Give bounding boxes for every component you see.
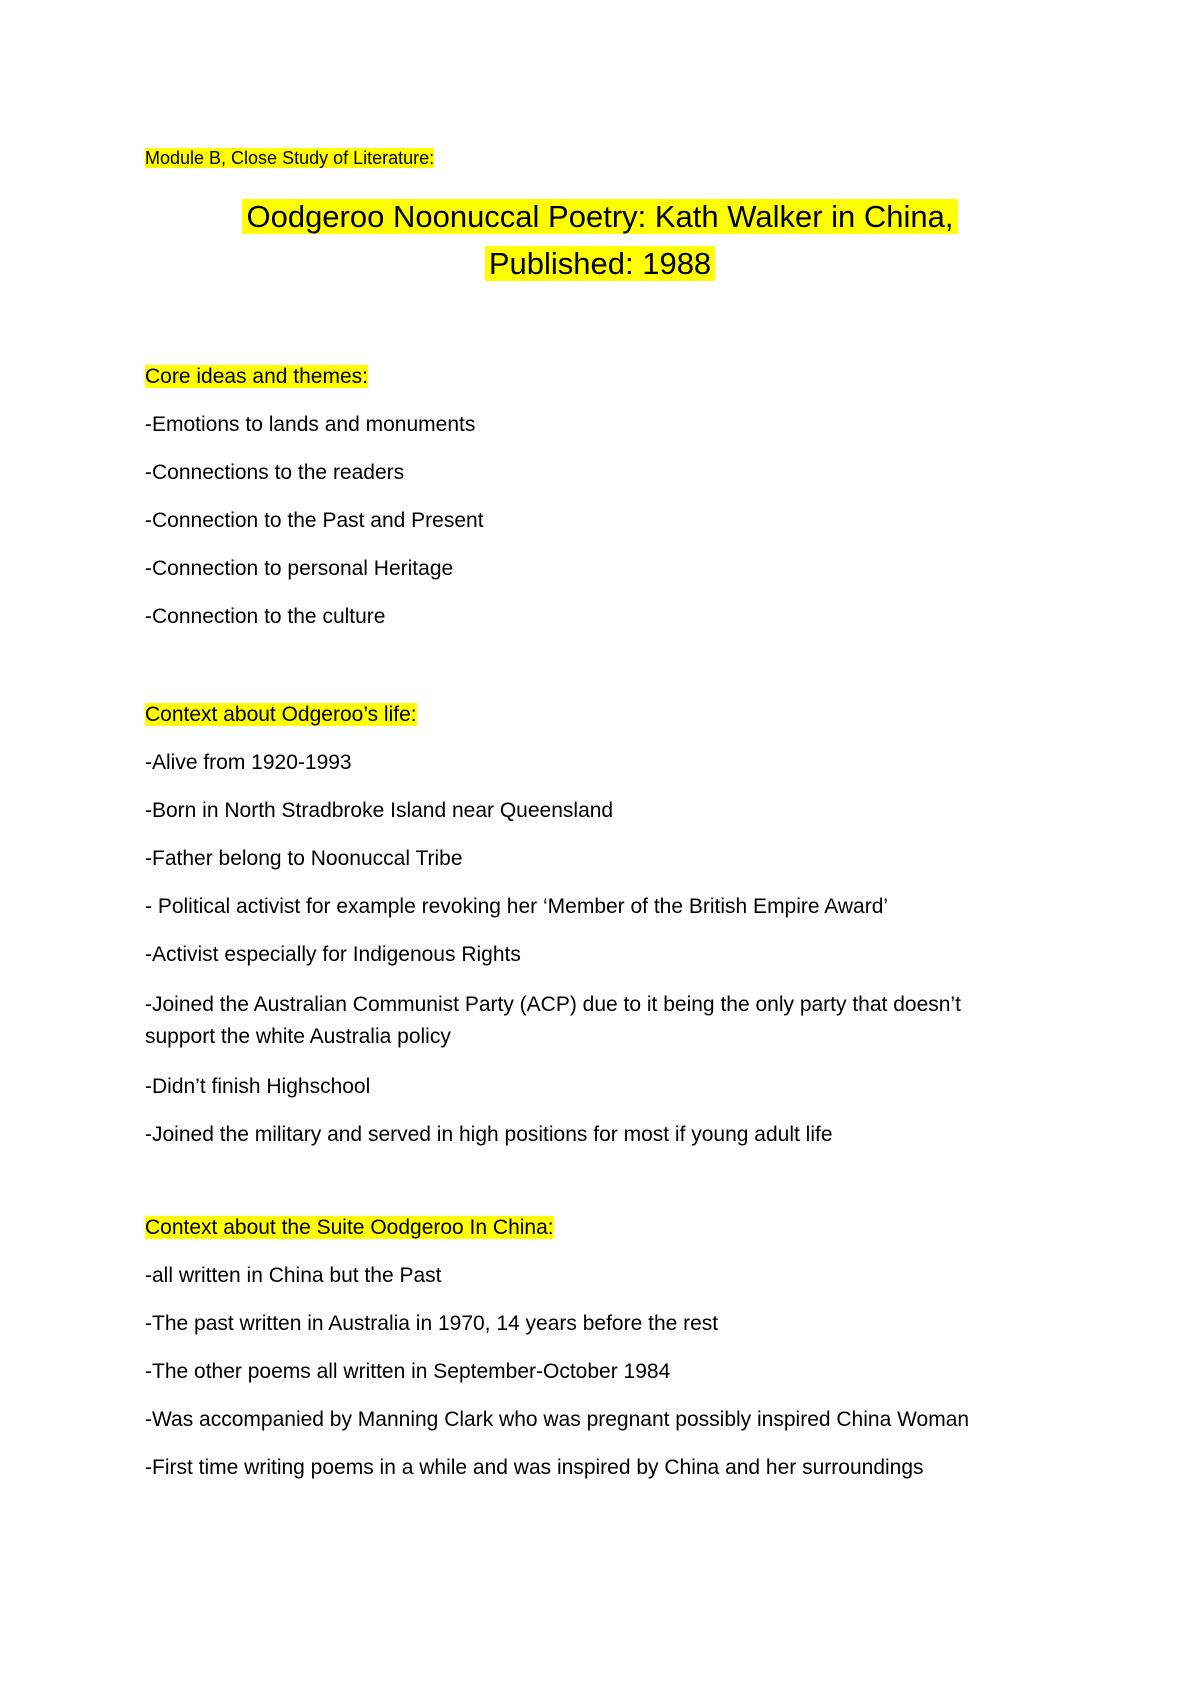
document-title [150, 193, 1050, 287]
title-line-1-text: Oodgeroo Noonuccal Poetry: Kath Walker in China, [242, 199, 957, 234]
list-item: -Joined the Australian Communist Party (ACP) due to it being the only party that doesn’t support the white Australia policy [145, 993, 961, 1048]
list-item: -Connection to the culture [145, 605, 386, 628]
section-heading-text: Context about Odgeroo’s life: [145, 703, 417, 726]
list-item: -The past written in Australia in 1970, 14 years before the rest [145, 1312, 719, 1335]
list-item: -Joined the military and served in high positions for most if young adult life [145, 1123, 833, 1146]
list-item: -Was accompanied by Manning Clark who was pregnant possibly inspired China Woman [145, 1408, 970, 1431]
section-heading [145, 1214, 1045, 1242]
title-line-1 [150, 193, 1050, 240]
section-heading [145, 701, 1045, 729]
list-item: -Emotions to lands and monuments [145, 413, 476, 436]
list-item: -all written in China but the Past [145, 1264, 442, 1287]
list-item: -Born in North Stradbroke Island near Queensland [145, 799, 614, 822]
list-item: -Activist especially for Indigenous Rights [145, 943, 521, 966]
list-item: -Father belong to Noonuccal Tribe [145, 847, 463, 870]
section-core-ideas [145, 363, 1045, 651]
list-item: -Connections to the readers [145, 461, 405, 484]
list-item: - Political activist for example revoking her ‘Member of the British Empire Award’ [145, 895, 889, 918]
title-line-2 [150, 240, 1050, 287]
section-heading-text: Core ideas and themes: [145, 365, 368, 388]
list-item: -The other poems all written in September-October 1984 [145, 1360, 671, 1383]
module-label [145, 147, 434, 169]
section-heading [145, 363, 1045, 391]
list-item: -Connection to personal Heritage [145, 557, 454, 580]
module-label-text: Module B, Close Study of Literature: [145, 148, 435, 168]
list-item: -Didn’t finish Highschool [145, 1075, 371, 1098]
section-suite-context [145, 1214, 1045, 1502]
list-item: -Alive from 1920-1993 [145, 751, 352, 774]
list-item: -Connection to the Past and Present [145, 509, 484, 532]
title-line-2-text: Published: 1988 [485, 246, 715, 281]
section-heading-text: Context about the Suite Oodgeroo In China: [145, 1216, 554, 1239]
list-item: -First time writing poems in a while and was inspired by China and her surroundings [145, 1456, 924, 1479]
section-life-context [145, 701, 1045, 1169]
